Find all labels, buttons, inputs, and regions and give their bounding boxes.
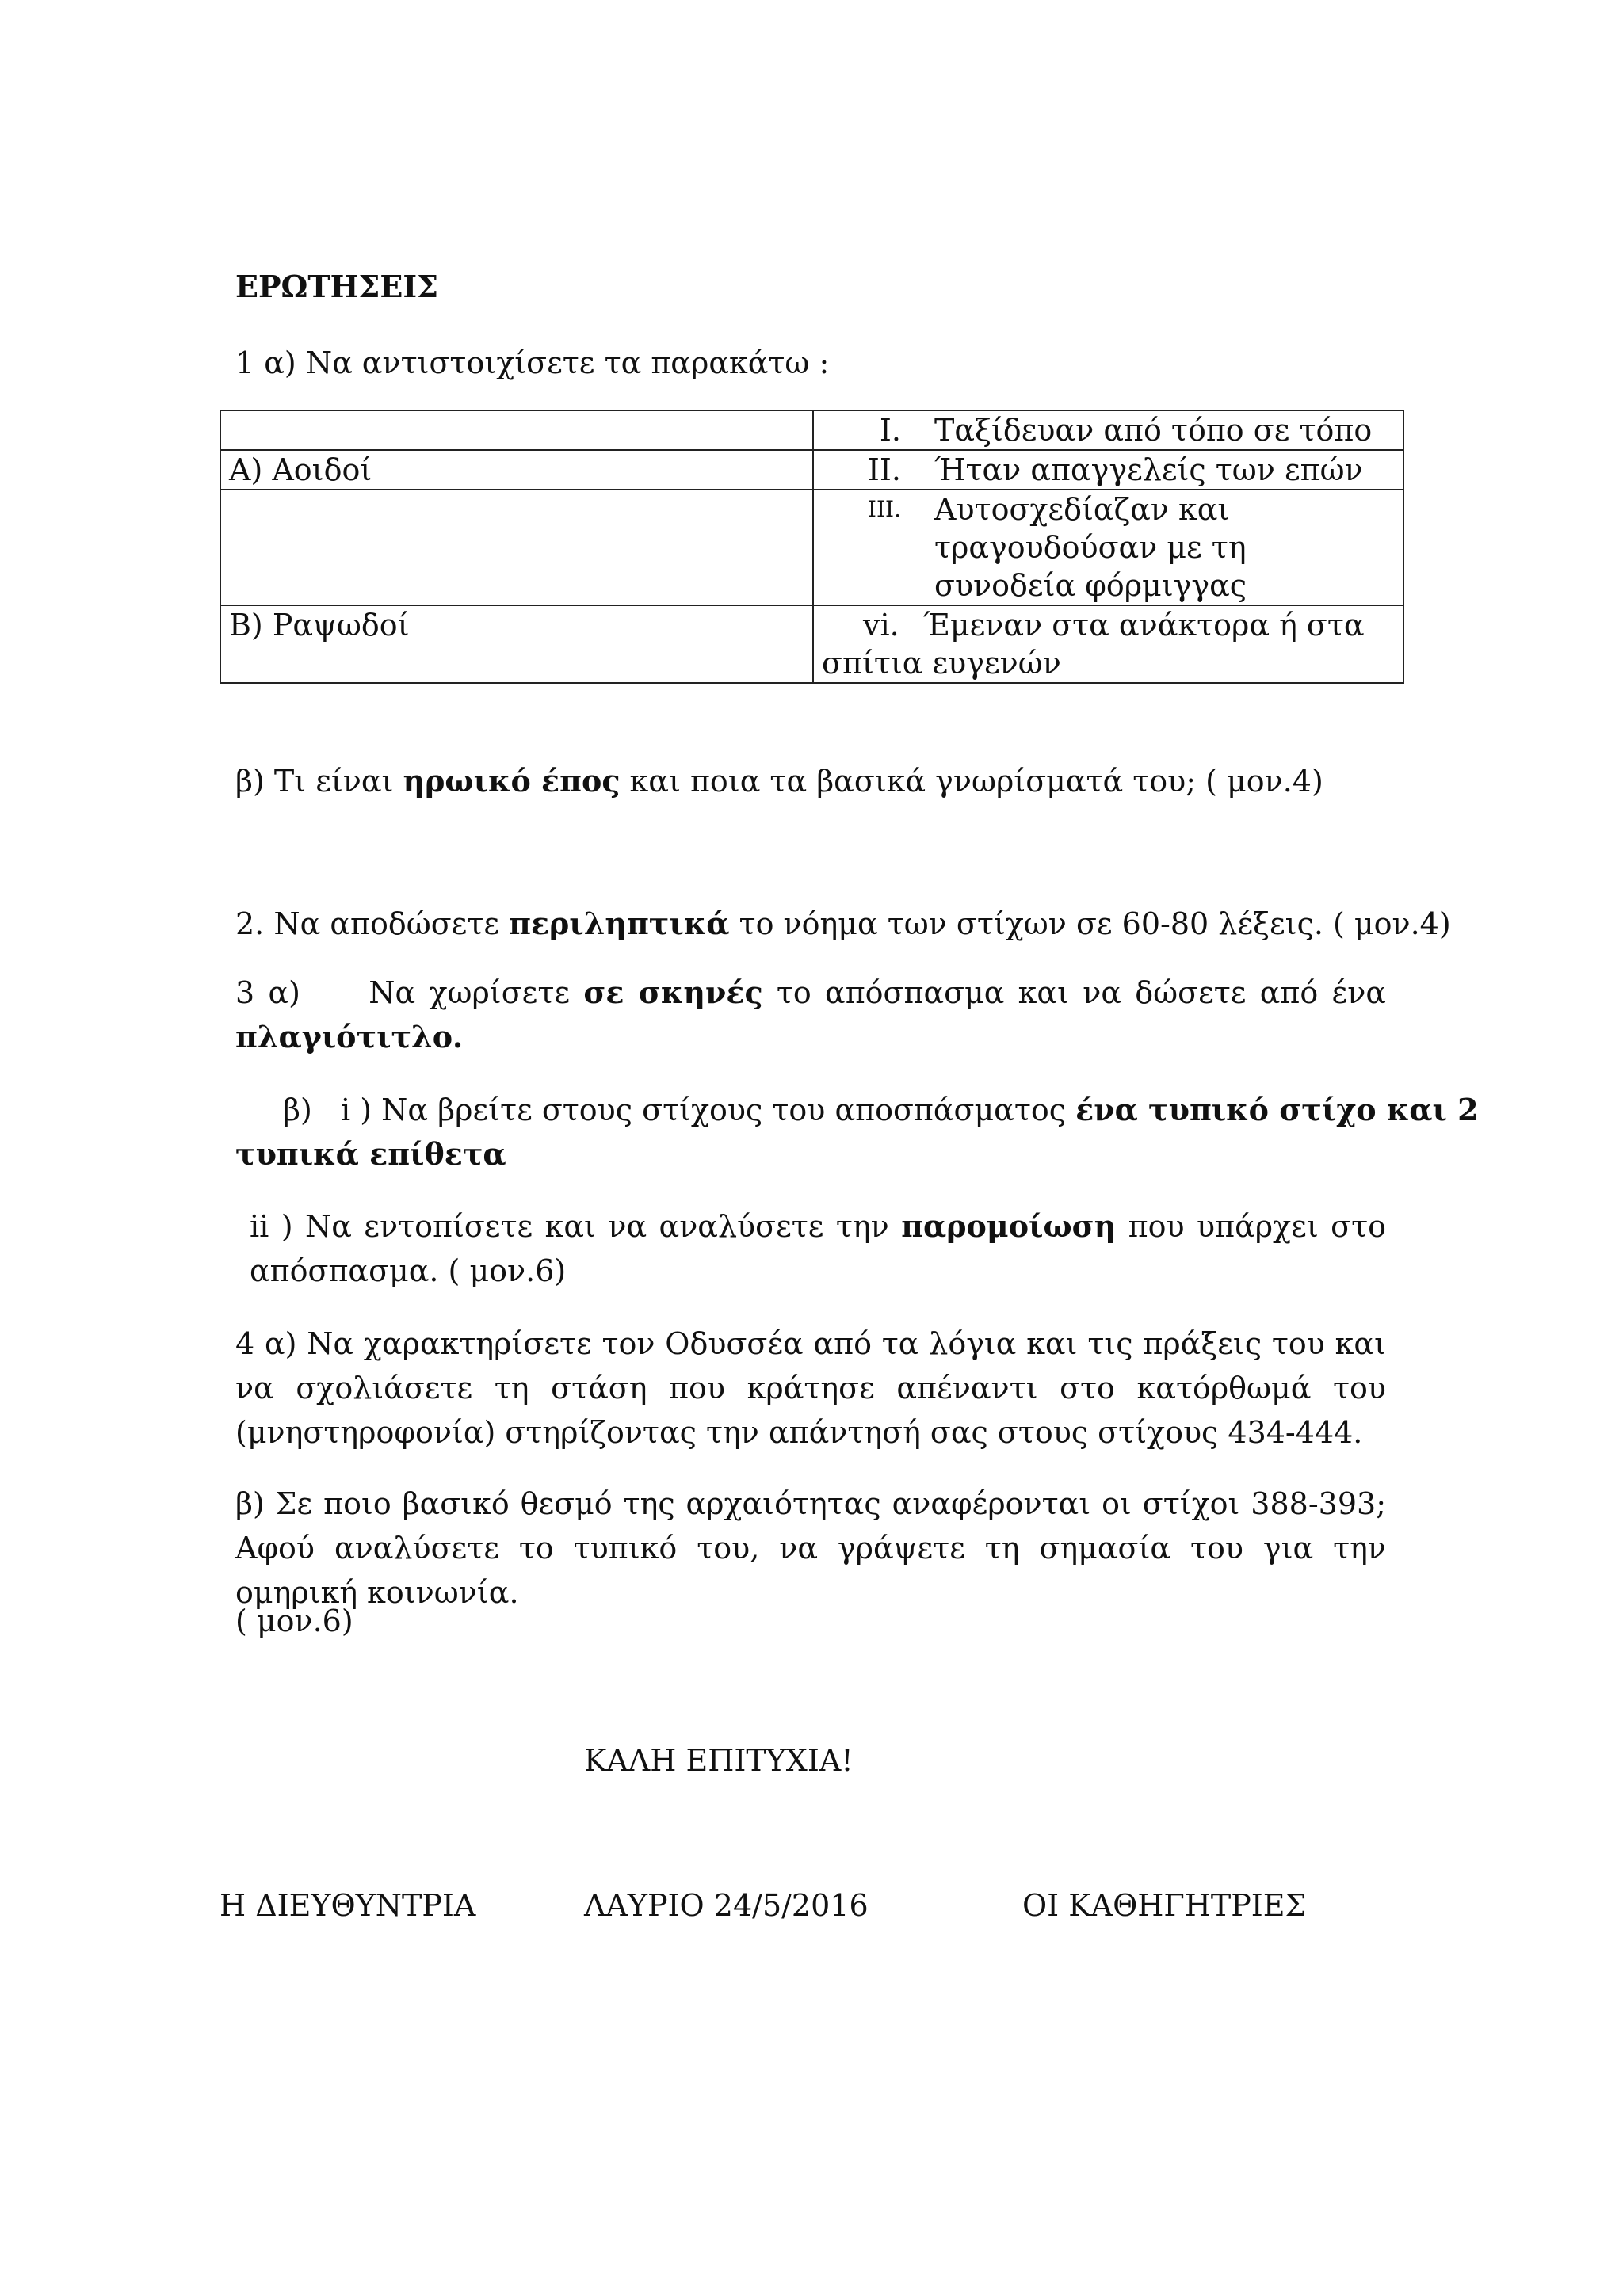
q3a-bold: σε σκηνές	[583, 974, 763, 1010]
page-title: ΕΡΩΤΗΣΕΙΣ	[235, 269, 439, 304]
question-4a: 4 α) Να χαρακτηρίσετε τον Οδυσσέα από τα λόγια και τις πράξεις του και να σχολιάσετε τη στάση που κράτησε απέναντι στο κατόρθωμά του (μνηστηροφονία) στηρίζοντας την απάντησή σας στους στίχους 434-444.	[235, 1326, 1386, 1450]
q3c-text: ii ) Να εντοπίσετε και να αναλύσετε την	[250, 1209, 902, 1244]
table-cell-item	[813, 605, 1403, 683]
q3b-bold-continued: τυπικά επίθετα	[235, 1136, 506, 1172]
question-3c	[235, 1204, 1386, 1293]
q2-points: το νόημα των στίχων σε 60-80 λέξεις. ( μον.4)	[729, 906, 1451, 941]
item-number: I.	[879, 413, 901, 448]
footer-teachers: ΟΙ ΚΑΘΗΓΗΤΡΙΕΣ	[1022, 1888, 1307, 1923]
question-4b-points: ( μον.6)	[235, 1604, 353, 1638]
question-3b	[283, 1088, 1479, 1132]
footer-director: Η ΔΙΕΥΘΥΝΤΡΙΑ	[220, 1888, 476, 1923]
table-row	[220, 410, 1403, 450]
item-number: III.	[867, 496, 901, 522]
table-cell-empty	[220, 490, 813, 605]
table-cell-item	[813, 410, 1403, 450]
item-number: II.	[867, 452, 901, 487]
item-number: vi.	[863, 608, 899, 643]
table-row	[220, 450, 1403, 490]
item-text-continued: σπίτια ευγενών	[822, 646, 1061, 681]
q3a-text: 3 α) Να χωρίσετε	[235, 975, 584, 1010]
table-cell-category: Β) Ραψωδοί	[220, 605, 813, 683]
q3c-bold: παρομοίωση	[901, 1208, 1117, 1244]
question-4b: β) Σε ποιο βασικό θεσμό της αρχαιότητας αναφέρονται οι στίχοι 388-393; Αφού αναλύσετε το τυπικό του, να γράψετε τη σημασία του για την ομηρική κοινωνία.	[235, 1486, 1386, 1610]
question-3a	[235, 971, 1386, 1059]
table-cell-item	[813, 490, 1403, 605]
q3a-text-mid: το απόσπασμα και να δώσετε από ένα	[762, 975, 1386, 1010]
table-row	[220, 490, 1403, 605]
question-2	[235, 902, 1451, 946]
q1b-bold: ηρωικό έπος	[403, 763, 621, 799]
table-cell-empty	[220, 410, 813, 450]
table-cell-item	[813, 450, 1403, 490]
q1b-text: β) Τι είναι	[235, 764, 403, 799]
question-1a-intro: 1 α) Να αντιστοιχίσετε τα παρακάτω :	[235, 345, 830, 380]
q2-text: 2. Να αποδώσετε	[235, 906, 510, 941]
table-cell-category: Α) Αοιδοί	[220, 450, 813, 490]
footer-place-date: ΛΑΥΡΙΟ 24/5/2016	[584, 1888, 869, 1923]
question-1b	[235, 759, 1323, 803]
q2-bold: περιληπτικά	[509, 906, 730, 941]
item-text: Αυτοσχεδίαζαν και τραγουδούσαν με τη συνοδεία φόρμιγγας	[934, 492, 1247, 603]
item-text: Ήταν απαγγελείς των επών	[934, 452, 1363, 487]
good-luck: ΚΑΛΗ ΕΠΙΤΥΧΙΑ!	[584, 1743, 854, 1778]
q3b-bold: ένα τυπικό στίχο και 2	[1075, 1092, 1479, 1127]
q3a-subtitle-term: πλαγιότιτλο.	[235, 1019, 464, 1055]
matching-table	[220, 410, 1404, 684]
q1b-points: και ποια τα βασικά γνωρίσματά του; ( μον.4)	[620, 764, 1323, 799]
question-3b-continued	[235, 1132, 506, 1177]
item-text: Ταξίδευαν από τόπο σε τόπο	[934, 413, 1373, 448]
q3c-text-post: που υπάρχει στο απόσπασμα. ( μον.6)	[250, 1209, 1387, 1288]
q3b-text: β) i ) Να βρείτε στους στίχους του αποσπάσματος	[283, 1093, 1076, 1127]
item-text: Έμεναν στα ανάκτορα ή στα	[922, 608, 1365, 643]
table-row	[220, 605, 1403, 683]
